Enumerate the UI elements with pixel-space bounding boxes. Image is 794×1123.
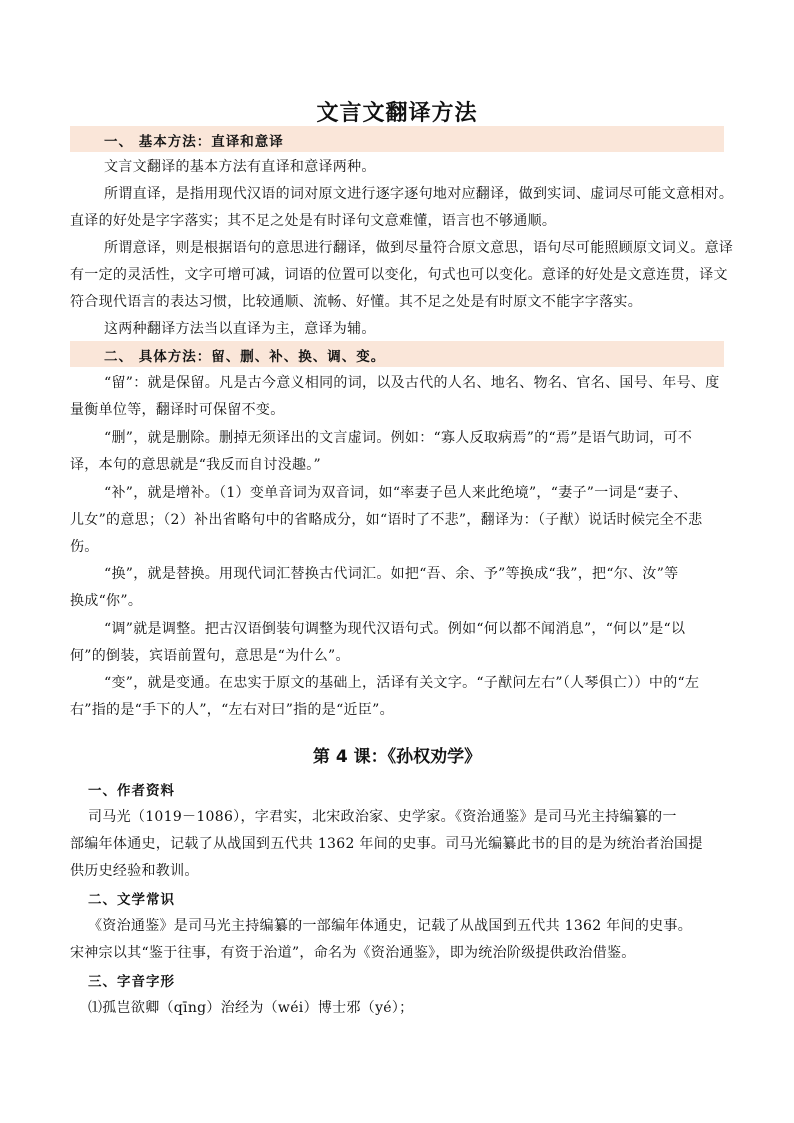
paragraph-line: 何”的倒装，宾语前置句，意思是“为什么”。 [70, 648, 350, 664]
paragraph-line: 儿女”的意思；（2）补出省略句中的省略成分，如“语时了不悲”，翻译为：（子猷）说话时候完全不悲 [70, 512, 703, 528]
paragraph-line: 伤。 [70, 539, 99, 555]
paragraph-line: 司马光（1019－1086），字君实，北宋政治家、史学家。《资治通鉴》是司马光主持编纂的一 [88, 809, 677, 825]
paragraph-line: 符合现代语言的表达习惯，比较通顺、流畅、好懂。其不足之处是有时原文不能字字落实。 [70, 294, 642, 310]
paragraph-line: 部编年体通史，记载了从战国到五代共 1362 年间的史事。司马光编纂此书的目的是为统治者治国提 [70, 836, 703, 852]
paragraph-line: 所谓意译，则是根据语句的意思进行翻译，做到尽量符合原文意思，语句尽可能照顾原文词义。意译 [104, 240, 734, 256]
paragraph-line: “变”，就是变通。在忠实于原文的基础上，活译有关文字。“子猷问左右”（人琴俱亡））中的“左 [104, 675, 700, 691]
paragraph-line: 《资治通鉴》是司马光主持编纂的一部编年体通史，记载了从战国到五代共 1362 年间的史事。 [88, 918, 693, 934]
paragraph-line: 译，本句的意思就是“我反而自讨没趣。” [70, 457, 322, 473]
paragraph-line: 供历史经验和教训。 [70, 863, 199, 879]
paragraph-line: 换成“你”。 [70, 593, 143, 609]
paragraph-line: 文言文翻译的基本方法有直译和意译两种。 [104, 159, 376, 175]
paragraph-line: 这两种翻译方法当以直译为主，意译为辅。 [104, 321, 376, 337]
paragraph-line: 量衡单位等，翻译时可保留不变。 [70, 402, 285, 418]
paragraph-line: “删”，就是删除。删掉无须译出的文言虚词。例如：“寡人反取病焉”的“焉”是语气助词，可不 [104, 430, 693, 446]
section-heading: 二、 具体方法：留、删、补、换、调、变。 [104, 349, 386, 365]
lesson-subheading: 三、字音字形 [88, 974, 175, 990]
lesson-subheading: 二、文学常识 [88, 892, 175, 908]
paragraph-line: 有一定的灵活性，文字可增可减，词语的位置可以变化，句式也可以变化。意译的好处是文意连贯，译文 [70, 267, 728, 283]
paragraph-line: “补”，就是增补。（1）变单音词为双音词，如“率妻子邑人来此绝境”，“妻子”一词是“妻子、 [104, 485, 688, 501]
paragraph-line: “留”：就是保留。凡是古今意义相同的词，以及古代的人名、地名、物名、官名、国号、年号、度 [104, 375, 720, 391]
page-title: 文言文翻译方法 [316, 101, 478, 126]
paragraph-line: 所谓直译，是指用现代汉语的词对原文进行逐字逐句地对应翻译，做到实词、虚词尽可能文意相对。 [104, 186, 734, 202]
lesson-subheading: 一、作者资料 [88, 783, 175, 799]
paragraph-line: “调”就是调整。把古汉语倒装句调整为现代汉语句式。例如“何以都不闻消息”，“何以”是“以 [104, 621, 686, 637]
lesson-title: 第 4 课：《孙权劝学》 [312, 747, 482, 767]
paragraph-line: 直译的好处是字字落实；其不足之处是有时译句文意难懂，语言也不够通顺。 [70, 213, 557, 229]
paragraph-line: 宋神宗以其“鉴于往事，有资于治道”，命名为《资治通鉴》，即为统治阶级提供政治借鉴。 [70, 945, 636, 961]
paragraph-line: “换”，就是替换。用现代词汇替换古代词汇。如把“吾、余、予”等换成“我”，把“尔、汝”等 [104, 566, 679, 582]
section-heading: 一、 基本方法：直译和意译 [104, 134, 284, 150]
paragraph-line: ⑴孤岂欲卿（qīng）治经为（wéi）博士邪（yé）； [88, 1000, 414, 1016]
paragraph-line: 右”指的是“手下的人”，“左右对曰”指的是“近臣”。 [70, 702, 394, 718]
